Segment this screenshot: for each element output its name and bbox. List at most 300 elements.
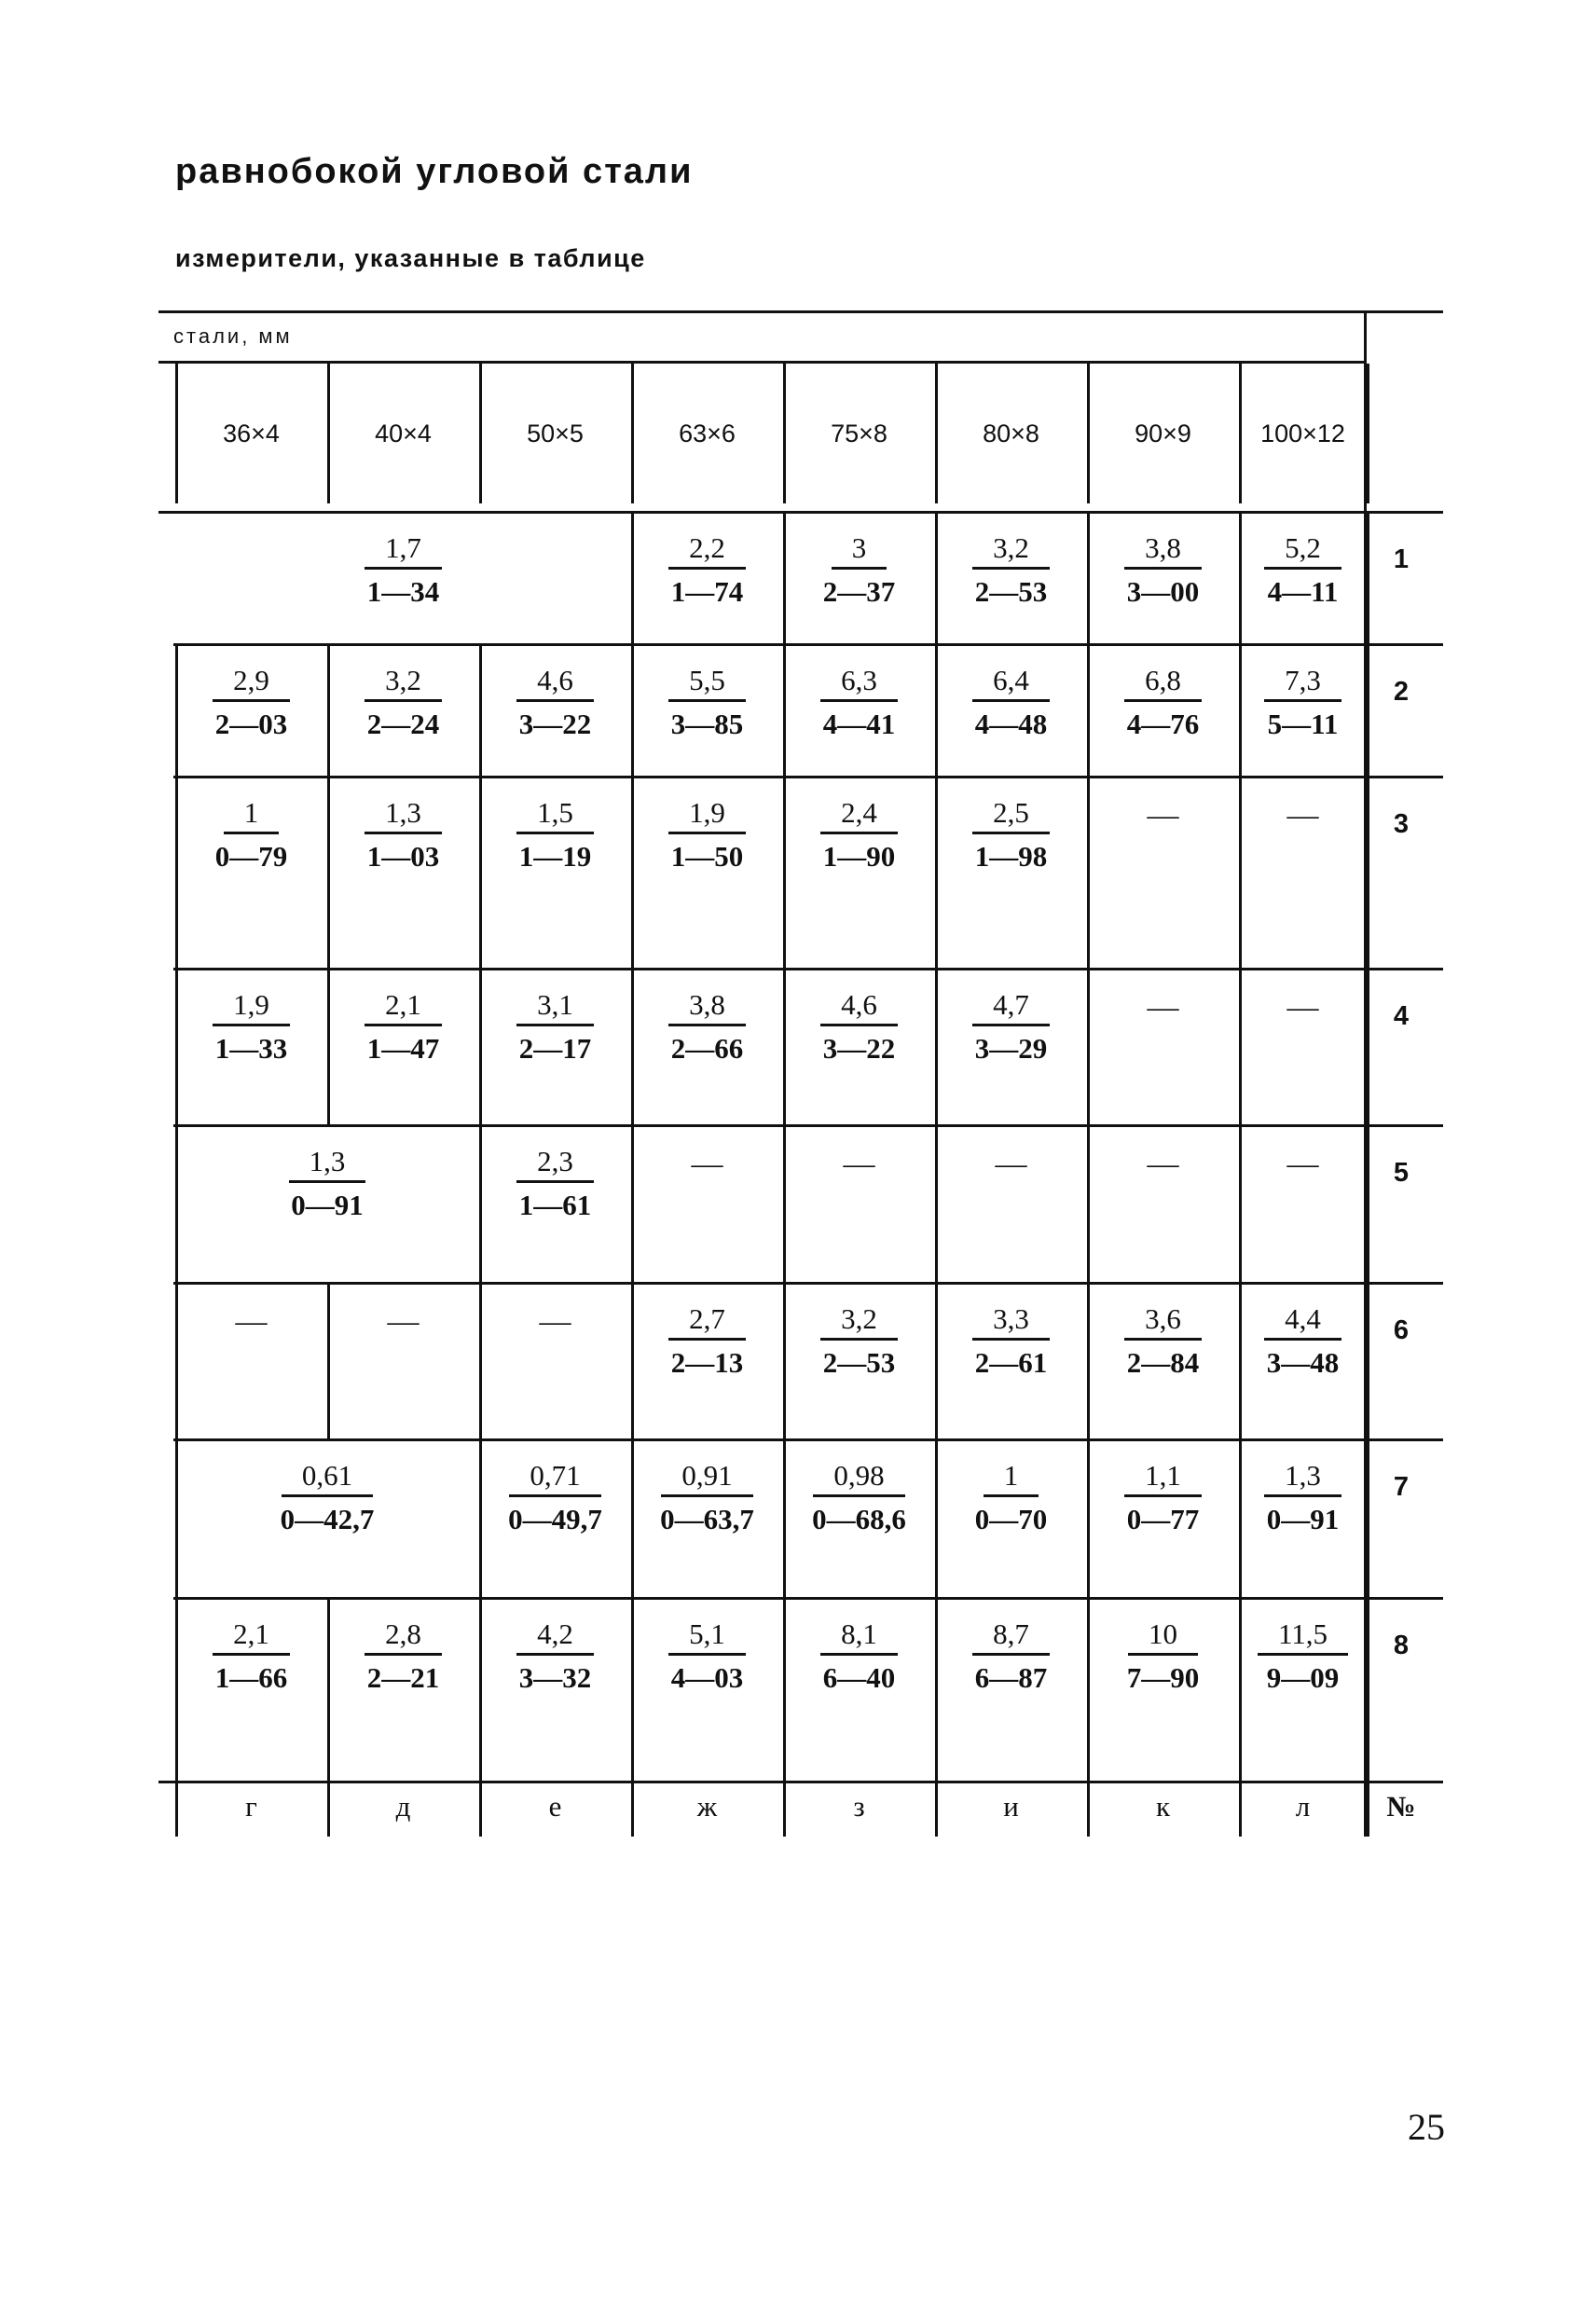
row-number: 2 (1393, 677, 1410, 707)
cell-divider (1087, 776, 1090, 968)
table-cell (1087, 968, 1239, 1124)
table-cell (175, 968, 327, 1124)
fraction-numerator: 0,98 (813, 1459, 904, 1497)
fraction (972, 776, 1050, 874)
table-cell (479, 968, 631, 1124)
page-title: равнобокой угловой стали (175, 152, 694, 191)
fraction-numerator: 0,91 (661, 1459, 752, 1497)
size-header-cell: 90×9 (1135, 419, 1191, 447)
fraction-denominator: 1—47 (366, 1032, 440, 1065)
fraction (668, 1597, 746, 1695)
cell-divider (1239, 511, 1242, 643)
page-number: 25 (1408, 2106, 1445, 2148)
table-cell (1239, 776, 1367, 968)
fraction (215, 776, 288, 874)
table-cell (1087, 1438, 1239, 1597)
table-cell (1239, 643, 1367, 776)
fraction-denominator: 2—17 (518, 1032, 592, 1065)
row-number: 7 (1393, 1472, 1410, 1502)
row-number: 5 (1393, 1158, 1410, 1188)
table-cell (935, 1282, 1087, 1438)
row-number: 6 (1393, 1315, 1410, 1345)
cell-divider (175, 968, 178, 1124)
cell-divider (1087, 511, 1090, 643)
cell-divider (783, 1282, 786, 1438)
fraction (365, 643, 442, 741)
fraction (975, 1438, 1048, 1536)
cell-divider (935, 968, 938, 1124)
cell-divider (479, 776, 482, 968)
fraction (668, 968, 746, 1066)
table-cell (935, 1438, 1087, 1597)
fraction-numerator: 2,9 (213, 664, 290, 702)
fraction (668, 776, 746, 874)
column-letter-divider (1239, 1781, 1242, 1837)
cell-divider (935, 511, 938, 643)
fraction (823, 511, 896, 609)
table-cell (631, 1282, 783, 1438)
fraction-denominator: 0—91 (291, 1189, 364, 1221)
size-header-divider (1087, 364, 1090, 503)
fraction (516, 776, 594, 874)
fraction-denominator: 0—42,7 (280, 1503, 375, 1535)
fraction-denominator: 3—22 (518, 708, 592, 740)
table-cell (783, 1438, 935, 1597)
cell-divider (175, 1282, 178, 1438)
fraction (1124, 1438, 1202, 1536)
column-letter: и (1003, 1790, 1019, 1823)
fraction-denominator: 1—33 (214, 1032, 288, 1065)
fraction-numerator: 4,6 (516, 664, 594, 702)
table-cell (1239, 1597, 1367, 1781)
fraction-numerator: 7,3 (1264, 664, 1341, 702)
fraction-denominator: 0—68,6 (812, 1503, 906, 1535)
fraction (668, 511, 746, 609)
size-header-divider (935, 364, 938, 503)
cell-divider (935, 1124, 938, 1282)
fraction-denominator: 4—76 (1126, 708, 1200, 740)
cell-divider (631, 968, 634, 1124)
fraction-denominator: 3—48 (1266, 1346, 1340, 1379)
fraction-denominator: 1—50 (670, 840, 744, 873)
fraction (213, 643, 290, 741)
table-cell (783, 511, 935, 643)
fraction-numerator: 1,9 (668, 796, 746, 834)
fraction-denominator: 2—66 (670, 1032, 744, 1065)
cell-divider (327, 1282, 330, 1438)
fraction (213, 1597, 290, 1695)
fraction-numerator: 3,2 (820, 1302, 898, 1341)
number-sign: № (1386, 1790, 1416, 1823)
cell-divider (327, 1597, 330, 1781)
cell-divider (327, 776, 330, 968)
empty-dash: — (843, 1147, 875, 1181)
table-cell (783, 643, 935, 776)
fraction (1124, 511, 1202, 609)
table-cell (479, 1597, 631, 1781)
empty-dash: — (1147, 798, 1179, 833)
fraction-numerator: 8,7 (972, 1617, 1050, 1656)
empty-dash: — (1286, 798, 1319, 833)
fraction-numerator: 2,7 (668, 1302, 746, 1341)
empty-dash: — (995, 1147, 1027, 1181)
cell-divider (1239, 1438, 1242, 1597)
cell-divider (783, 643, 786, 776)
size-header-cell: 63×6 (679, 419, 736, 447)
cell-divider (631, 1124, 634, 1282)
table-cell (935, 776, 1087, 968)
fraction-numerator: 2,4 (820, 796, 898, 834)
fraction-denominator: 1—74 (670, 575, 744, 608)
fraction-denominator: 3—22 (822, 1032, 896, 1065)
table-cell (479, 643, 631, 776)
column-letter-divider (783, 1781, 786, 1837)
fraction (516, 1597, 594, 1695)
table-cell (783, 1597, 935, 1781)
table-cell (479, 1438, 631, 1597)
fraction (281, 1438, 375, 1536)
fraction-numerator: 3,1 (516, 988, 594, 1026)
table-cell (1087, 1597, 1239, 1781)
fraction-numerator: 6,4 (972, 664, 1050, 702)
table-cell (327, 1597, 479, 1781)
table-cell (631, 1438, 783, 1597)
fraction-denominator: 9—09 (1266, 1661, 1340, 1694)
cell-divider (479, 1597, 482, 1781)
cell-divider (1087, 643, 1090, 776)
fraction (972, 1597, 1050, 1695)
table-cell (1239, 1438, 1367, 1597)
fraction-denominator: 1—66 (214, 1661, 288, 1694)
fraction (972, 968, 1050, 1066)
cell-divider (631, 643, 634, 776)
fraction-denominator: 2—13 (670, 1346, 744, 1379)
table-cell (175, 643, 327, 776)
fraction-denominator: 4—41 (822, 708, 896, 740)
table-cell (631, 1597, 783, 1781)
fraction-numerator: 4,7 (972, 988, 1050, 1026)
fraction (820, 776, 898, 874)
empty-dash: — (1286, 1147, 1319, 1181)
table-cell (327, 776, 479, 968)
fraction-denominator: 0—49,7 (508, 1503, 602, 1535)
page-subtitle: измерители, указанные в таблице (175, 244, 646, 272)
size-header-divider (479, 364, 482, 503)
cell-divider (479, 1282, 482, 1438)
size-header-divider (175, 364, 178, 503)
cell-divider (935, 776, 938, 968)
table-cell (783, 968, 935, 1124)
fraction-denominator: 2—61 (974, 1346, 1048, 1379)
fraction (820, 968, 898, 1066)
column-letter: е (548, 1790, 562, 1823)
fraction-numerator: 5,1 (668, 1617, 746, 1656)
fraction-numerator: 1,3 (365, 796, 442, 834)
fraction (1264, 643, 1341, 741)
fraction-denominator: 3—32 (518, 1661, 592, 1694)
table-cell (1239, 968, 1367, 1124)
fraction-denominator: 1—19 (518, 840, 592, 873)
table-cell (783, 776, 935, 968)
table-cell (479, 1282, 631, 1438)
fraction-numerator: 1,1 (1124, 1459, 1202, 1497)
fraction-denominator: 0—79 (214, 840, 288, 873)
table-cell (1087, 643, 1239, 776)
fraction-denominator: 4—03 (670, 1661, 744, 1694)
fraction-denominator: 2—21 (366, 1661, 440, 1694)
fraction-numerator: 6,3 (820, 664, 898, 702)
fraction-denominator: 1—34 (366, 575, 440, 608)
cell-divider (783, 1597, 786, 1781)
size-header-divider (327, 364, 330, 503)
fraction-numerator: 2,3 (516, 1145, 594, 1183)
cell-divider (1239, 776, 1242, 968)
fraction-numerator: 1,3 (1264, 1459, 1341, 1497)
fraction-numerator: 2,8 (365, 1617, 442, 1656)
size-header-divider (1239, 364, 1242, 503)
cell-divider (1087, 968, 1090, 1124)
fraction (516, 1124, 594, 1222)
cell-divider (1367, 776, 1369, 968)
fraction-denominator: 0—77 (1126, 1503, 1200, 1535)
cell-divider (1087, 1438, 1090, 1597)
table-cell (631, 776, 783, 968)
fraction-numerator: 11,5 (1258, 1617, 1348, 1656)
cell-divider (175, 1597, 178, 1781)
fraction-numerator: 3,8 (1124, 531, 1202, 570)
table-cell (327, 1282, 479, 1438)
column-letter-divider (327, 1781, 330, 1837)
fraction (1127, 1597, 1200, 1695)
table-cell (1087, 776, 1239, 968)
fraction-numerator: 3 (832, 531, 887, 570)
cell-divider (1367, 1597, 1369, 1781)
cell-divider (479, 643, 482, 776)
fraction (668, 643, 746, 741)
column-letter-divider (935, 1781, 938, 1837)
cell-divider (631, 1438, 634, 1597)
fraction-denominator: 1—98 (974, 840, 1048, 873)
table-cell (1239, 511, 1367, 643)
fraction-denominator: 7—90 (1126, 1661, 1200, 1694)
cell-divider (175, 1124, 178, 1282)
cell-divider (479, 968, 482, 1124)
table-cell (175, 511, 631, 643)
fraction (365, 968, 442, 1066)
cell-divider (1087, 1124, 1090, 1282)
cell-divider (1239, 1597, 1242, 1781)
empty-dash: — (235, 1304, 268, 1339)
cell-divider (1367, 643, 1369, 776)
fraction-denominator: 0—63,7 (660, 1503, 754, 1535)
column-letter: д (395, 1790, 411, 1823)
cell-divider (1367, 968, 1369, 1124)
cell-divider (783, 1124, 786, 1282)
fraction (972, 511, 1050, 609)
column-letter: л (1295, 1790, 1311, 1823)
fraction-denominator: 2—24 (366, 708, 440, 740)
column-letter: ж (696, 1790, 718, 1823)
table-cell (479, 776, 631, 968)
table-cell (783, 1124, 935, 1282)
table-cell (935, 511, 1087, 643)
table-cell (479, 1124, 631, 1282)
fraction-denominator: 1—03 (366, 840, 440, 873)
table-cell (175, 1124, 479, 1282)
size-header-cell: 80×8 (983, 419, 1039, 447)
cell-divider (631, 1597, 634, 1781)
cell-divider (479, 1438, 482, 1597)
table-header-label: стали, мм (173, 324, 293, 348)
table-cell (1087, 1124, 1239, 1282)
table-cell (631, 1124, 783, 1282)
column-letter-divider (631, 1781, 634, 1837)
size-header-cell: 100×12 (1260, 419, 1345, 447)
cell-divider (631, 776, 634, 968)
fraction (213, 968, 290, 1066)
fraction (289, 1124, 366, 1222)
fraction (660, 1438, 754, 1536)
cell-divider (175, 1438, 178, 1597)
size-header-cell: 75×8 (831, 419, 887, 447)
fraction (812, 1438, 906, 1536)
fraction (972, 643, 1050, 741)
column-letter-divider (479, 1781, 482, 1837)
fraction-numerator: 1,9 (213, 988, 290, 1026)
cell-divider (631, 1282, 634, 1438)
column-letter: к (1155, 1790, 1171, 1823)
fraction (516, 968, 594, 1066)
fraction-denominator: 3—29 (974, 1032, 1048, 1065)
fraction-numerator: 3,6 (1124, 1302, 1202, 1341)
fraction-numerator: 3,2 (972, 531, 1050, 570)
fraction (1124, 1282, 1202, 1380)
fraction-denominator: 5—11 (1267, 708, 1339, 740)
cell-divider (1367, 1282, 1369, 1438)
cell-divider (783, 968, 786, 1124)
cell-divider (1367, 511, 1369, 643)
cell-divider (1087, 1597, 1090, 1781)
cell-divider (783, 1438, 786, 1597)
fraction-numerator: 3,3 (972, 1302, 1050, 1341)
cell-divider (1239, 968, 1242, 1124)
table-cell (327, 643, 479, 776)
fraction (1258, 1597, 1348, 1695)
size-header-cell: 36×4 (223, 419, 280, 447)
fraction-numerator: 0,71 (509, 1459, 600, 1497)
cell-divider (327, 968, 330, 1124)
fraction (668, 1282, 746, 1380)
cell-divider (935, 1282, 938, 1438)
cell-divider (935, 643, 938, 776)
fraction-numerator: 2,2 (668, 531, 746, 570)
empty-dash: — (691, 1147, 723, 1181)
fraction-denominator: 4—11 (1267, 575, 1339, 608)
fraction-denominator: 2—37 (822, 575, 896, 608)
fraction (365, 776, 442, 874)
fraction-numerator: 1,7 (365, 531, 442, 570)
table-cell (631, 968, 783, 1124)
fraction (508, 1438, 602, 1536)
table-cell (1087, 511, 1239, 643)
fraction-numerator: 0,61 (282, 1459, 373, 1497)
fraction-denominator: 0—91 (1266, 1503, 1340, 1535)
cell-divider (175, 776, 178, 968)
fraction (820, 1282, 898, 1380)
cell-divider (479, 1124, 482, 1282)
table-cell (935, 968, 1087, 1124)
cell-divider (783, 511, 786, 643)
fraction-numerator: 1,5 (516, 796, 594, 834)
empty-dash: — (539, 1304, 571, 1339)
cell-divider (327, 643, 330, 776)
fraction-numerator: 5,5 (668, 664, 746, 702)
fraction-numerator: 1 (224, 796, 280, 834)
size-header-cell: 50×5 (527, 419, 584, 447)
table-cell (175, 776, 327, 968)
cell-divider (631, 511, 634, 643)
fraction-numerator: 4,6 (820, 988, 898, 1026)
fraction (365, 511, 442, 609)
fraction (820, 643, 898, 741)
column-letter-divider (175, 1781, 178, 1837)
table-cell (175, 1597, 327, 1781)
column-letter: г (245, 1790, 257, 1823)
fraction-denominator: 0—70 (974, 1503, 1048, 1535)
fraction (365, 1597, 442, 1695)
fraction (972, 1282, 1050, 1380)
table-cell (935, 1597, 1087, 1781)
row-number: 1 (1393, 544, 1410, 574)
bottom-rule (158, 1781, 1443, 1783)
empty-dash: — (1147, 1147, 1179, 1181)
fraction-numerator: 4,2 (516, 1617, 594, 1656)
cell-divider (783, 776, 786, 968)
row-number: 4 (1393, 1001, 1410, 1031)
table-cell (175, 1282, 327, 1438)
fraction-denominator: 6—87 (974, 1661, 1048, 1694)
table-cell (327, 968, 479, 1124)
empty-dash: — (1147, 990, 1179, 1025)
size-header-divider (1367, 364, 1369, 503)
table-cell (1087, 1282, 1239, 1438)
fraction-numerator: 5,2 (1264, 531, 1341, 570)
table-cell (631, 511, 783, 643)
fraction-numerator: 6,8 (1124, 664, 1202, 702)
fraction-numerator: 2,1 (365, 988, 442, 1026)
cell-divider (935, 1438, 938, 1597)
fraction (820, 1597, 898, 1695)
cell-divider (1367, 1124, 1369, 1282)
fraction-denominator: 2—03 (214, 708, 288, 740)
fraction-numerator: 3,8 (668, 988, 746, 1026)
fraction-denominator: 3—85 (670, 708, 744, 740)
fraction (1264, 1282, 1341, 1380)
cell-divider (1239, 643, 1242, 776)
table-cell (631, 643, 783, 776)
fraction-denominator: 2—53 (822, 1346, 896, 1379)
fraction-numerator: 1 (984, 1459, 1039, 1497)
cell-divider (1367, 1438, 1369, 1597)
column-letter-divider (1087, 1781, 1090, 1837)
fraction (1264, 511, 1341, 609)
table-cell (783, 1282, 935, 1438)
column-letter: з (853, 1790, 865, 1823)
fraction-numerator: 8,1 (820, 1617, 898, 1656)
empty-dash: — (387, 1304, 420, 1339)
cell-divider (935, 1597, 938, 1781)
table-cell (1239, 1282, 1367, 1438)
